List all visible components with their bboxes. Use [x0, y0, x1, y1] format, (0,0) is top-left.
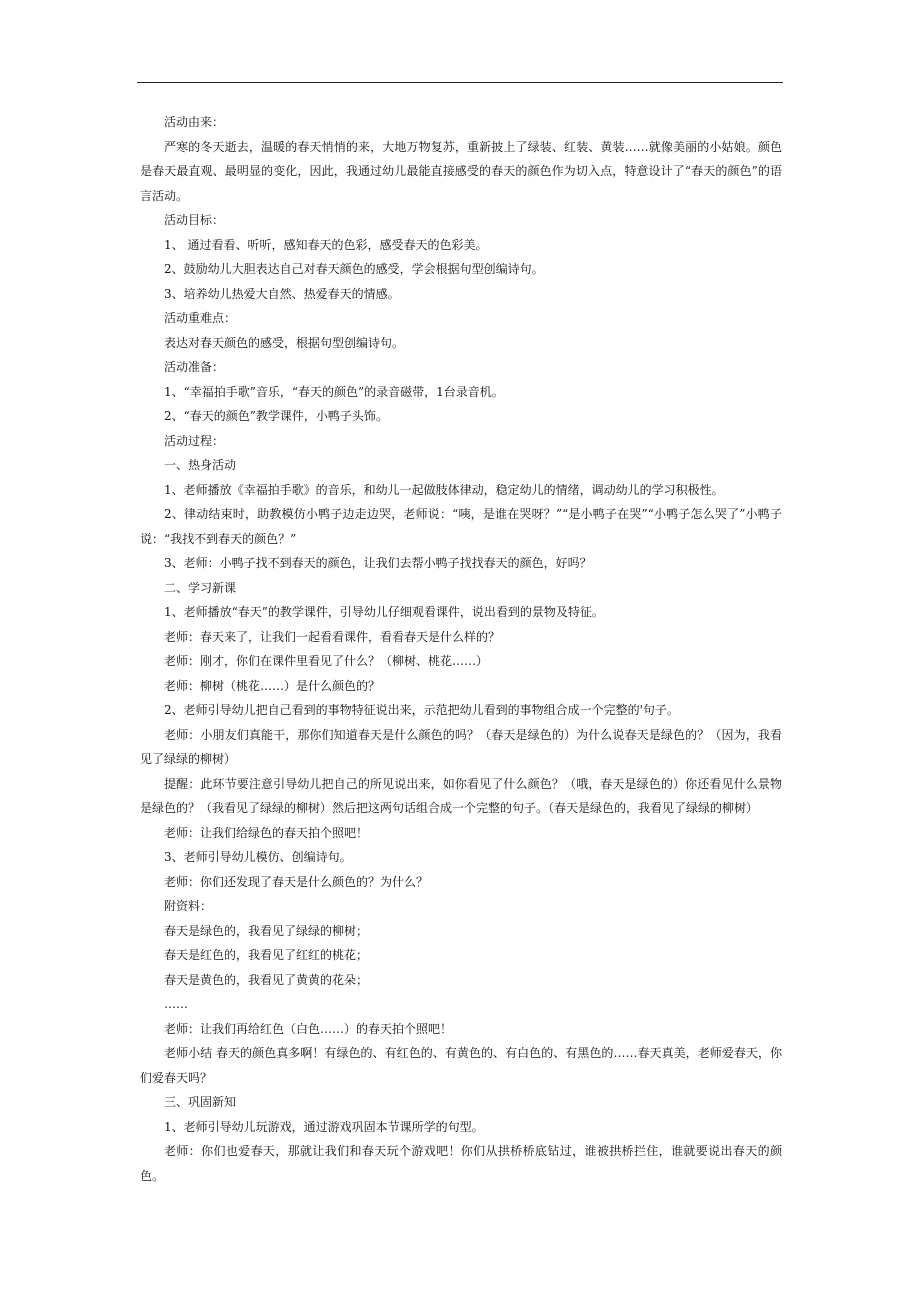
paragraph: 老师：你们还发现了春天是什么颜色的？为什么？ [164, 874, 429, 889]
paragraph: 老师：让我们给绿色的春天拍个照吧！ [164, 825, 369, 840]
paragraph: 3、老师：小鸭子找不到春天的颜色，让我们去帮小鸭子找找春天的颜色，好吗？ [164, 556, 592, 570]
paragraph: 活动重难点： [164, 311, 237, 325]
paragraph: …… [164, 997, 188, 1011]
paragraph: 一、热身活动 [164, 458, 237, 472]
paragraph: 老师：刚才，你们在课件里看见了什么？（柳树、桃花……） [164, 654, 489, 668]
paragraph: 老师：让我们再给红色（白色……）的春天拍个照吧！ [164, 1021, 453, 1036]
paragraph: 春天是红色的，我看见了红红的桃花； [164, 948, 369, 962]
paragraph: 附资料： [164, 899, 213, 913]
paragraph: 春天是黄色的，我看见了黄黄的花朵； [164, 972, 369, 987]
paragraph: 老师：小朋友们真能干，那你们知道春天是什么颜色的吗？（春天是绿色的）为什么说春天是绿色的？（因为，我看见了绿绿的柳树） [140, 727, 782, 766]
paragraph: 1、“幸福拍手歌”音乐，“春天的颜色”的录音磁带，1台录音机。 [164, 384, 504, 399]
paragraph: 春天是绿色的，我看见了绿绿的柳树； [164, 923, 369, 938]
paragraph: 活动由来： [164, 115, 225, 129]
paragraph: 2、律动结束时，助教模仿小鸭子边走边哭，老师说：“咦，是谁在哭呀？”“是小鸭子在哭”“小鸭子怎么哭了”小鸭子说：“我找不到春天的颜色？” [140, 507, 782, 546]
paragraph: 二、学习新课 [164, 580, 237, 595]
paragraph: 1、老师播放《幸福拍手歌》的音乐，和幼儿一起做肢体律动，稳定幼儿的情绪，调动幼儿的学习积极性。 [164, 482, 724, 497]
paragraph: 1、老师引导幼儿玩游戏，通过游戏巩固本节课所学的句型。 [164, 1119, 484, 1134]
paragraph: 3、老师引导幼儿模仿、创编诗句。 [164, 850, 352, 864]
paragraph: 活动目标： [164, 213, 225, 227]
paragraph: 活动过程： [164, 433, 225, 448]
paragraph: 2、老师引导幼儿把自己看到的事物特征说出来，示范把幼儿看到的事物组合成一个完整的'句子。 [164, 703, 679, 717]
paragraph: 三、巩固新知 [164, 1095, 237, 1109]
paragraph: 2、鼓励幼儿大胆表达自己对春天颜色的感受，学会根据句型创编诗句。 [164, 262, 544, 276]
paragraph: 老师：柳树（桃花……）是什么颜色的？ [164, 678, 381, 693]
paragraph: 老师小结 春天的颜色真多啊！有绿色的、有红色的、有黄色的、有白色的、有黑色的……春天真美，老师爱春天，你们爱春天吗？ [140, 1046, 782, 1085]
document-body [140, 110, 782, 1188]
paragraph: 老师：你们也爱春天，那就让我们和春天玩个游戏吧！你们从拱桥桥底钻过，谁被拱桥拦住，谁就要说出春天的颜色。 [140, 1144, 782, 1183]
paragraph: 活动准备： [164, 360, 225, 374]
paragraph: 老师：春天来了，让我们一起看看课件，看看春天是什么样的？ [164, 629, 501, 644]
paragraph: 提醒：此环节要注意引导幼儿把自己的所见说出来，如你看见了什么颜色？（哦，春天是绿色的）你还看见什么景物是绿色的？（我看见了绿绿的柳树）然后把这两句话组合成一个完整的句子。（春天是绿色的，我看见了绿绿的柳树） [140, 776, 782, 815]
paragraph: 1、 通过看看、听听，感知春天的色彩，感受春天的色彩美。 [164, 237, 488, 252]
header-rule [137, 82, 783, 83]
paragraph: 严寒的冬天逝去，温暖的春天悄悄的来，大地万物复苏，重新披上了绿装、红装、黄装……就像美丽的小姑娘。颜色是春天最直观、最明显的变化，因此，我通过幼儿最能直接感受的春天的颜色作为切入点，特意设计了“春天的颜色”的语言活动。 [140, 139, 782, 203]
paragraph: 表达对春天颜色的感受，根据句型创编诗句。 [164, 335, 405, 350]
paragraph: 1、老师播放“春天”的教学课件，引导幼儿仔细观看课件，说出看到的景物及特征。 [164, 605, 604, 619]
paragraph: 3、培养幼儿热爱大自然、热爱春天的情感。 [164, 286, 400, 301]
paragraph: 2、“春天的颜色”教学课件，小鸭子头饰。 [164, 409, 388, 423]
